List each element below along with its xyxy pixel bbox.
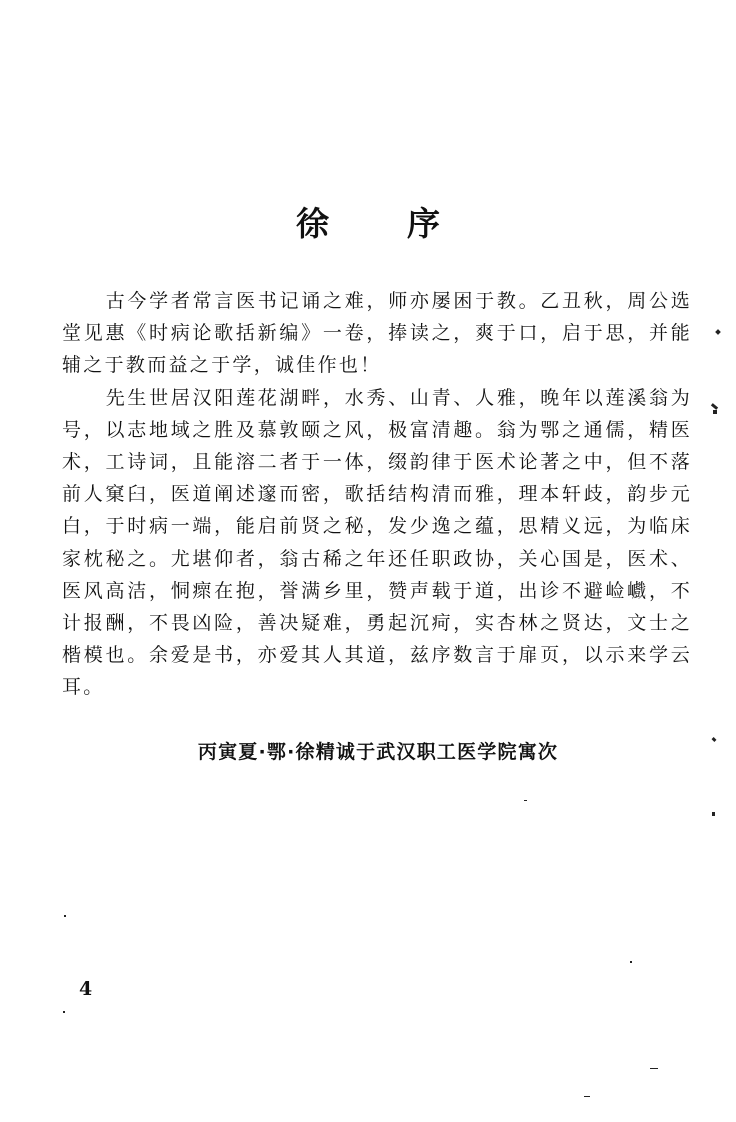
preface-body — [62, 285, 692, 704]
scan-speck — [713, 410, 717, 414]
scan-speck — [64, 915, 66, 917]
scan-speck — [711, 403, 718, 410]
scan-speck — [524, 800, 527, 801]
scan-speck — [650, 1068, 658, 1069]
signature-line: 丙寅夏·鄂·徐精诚于武汉职工医学院寓次 — [197, 741, 559, 763]
title-char-2: 序 — [407, 204, 440, 243]
page-number: 4 — [79, 978, 93, 1000]
scan-speck — [630, 961, 632, 963]
paragraph-2: 先生世居汉阳莲花湖畔，水秀、山青、人雅，晚年以莲溪翁为号，以志地域之胜及慕敦颐之风，极富清趣。翁为鄂之通儒，精医术，工诗词，且能溶二者于一体，缀韵律于医术论著之中，但不落前人窠臼，医道阐述邃而密，歌括结构清而雅，理本轩歧，韵步元白，于时病一端，能启前贤之秘，发少逸之蕴，思精义远，为临床家枕秘之。尤堪仰者，翁古稀之年还任职政协，关心国是，医术、医风高洁，恫瘝在抱，誉满乡里，赞声载于道，出诊不避崄巇，不计报酬，不畏凶险，善决疑难，勇起沉疴，实杏林之贤达，文士之楷模也。余爱是书，亦爱其人其道，兹序数言于扉页，以示来学云耳。 — [62, 386, 692, 699]
title-char-1: 徐 — [296, 204, 329, 243]
scan-speck — [715, 329, 721, 335]
scan-speck — [63, 1011, 65, 1013]
scan-speck — [584, 1096, 590, 1097]
page-title — [0, 200, 736, 248]
scan-speck — [712, 812, 715, 816]
paragraph-1: 古今学者常言医书记诵之难，师亦屡困于教。乙丑秋，周公选堂见惠《时病论歌括新编》一卷，捧读之，爽于口，启于思，并能辅之于教而益之于学，诚佳作也！ — [62, 290, 692, 377]
